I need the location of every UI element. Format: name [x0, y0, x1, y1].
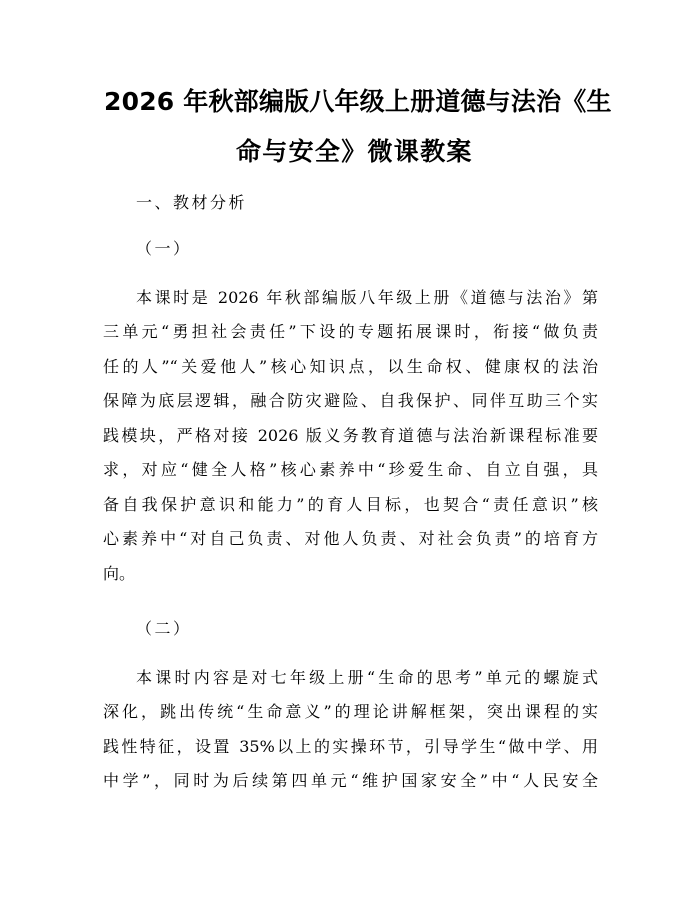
- subsection-heading-2: （二）: [136, 619, 192, 638]
- paragraph-1-line: 任的人”“关爱他人”核心知识点，以生命权、健康权的法治: [103, 357, 598, 376]
- section-heading: 一、教材分析: [136, 193, 248, 212]
- paragraph-1-line: 求，对应“健全人格”核心素养中“珍爱生命、自立自强，具: [103, 460, 598, 479]
- paragraph-1-line: 三单元“勇担社会责任”下设的专题拓展课时，衔接“做负责: [103, 322, 598, 341]
- paragraph-2-line: 中学”，同时为后续第四单元“维护国家安全”中“人民安全: [103, 771, 598, 790]
- paragraph-2-line: 深化，跳出传统“生命意义”的理论讲解框架，突出课程的实: [103, 702, 598, 721]
- paragraph-2-line: 本课时内容是对七年级上册“生命的思考”单元的螺旋式: [136, 668, 598, 687]
- paragraph-1-line: 践模块，严格对接 2026 版义务教育道德与法治新课程标准要: [103, 426, 598, 445]
- subsection-heading-1: （一）: [136, 239, 192, 258]
- document-title-line-2: 命与安全》微课教案: [236, 137, 473, 166]
- paragraph-1-line: 保障为底层逻辑，融合防灾避险、自我保护、同伴互助三个实: [103, 391, 598, 410]
- paragraph-1-line: 本课时是 2026 年秋部编版八年级上册《道德与法治》第: [136, 288, 598, 307]
- paragraph-1-line: 心素养中“对自己负责、对他人负责、对社会负责”的培育方: [103, 529, 598, 548]
- paragraph-1-line: 向。: [103, 564, 136, 583]
- paragraph-1-line: 备自我保护意识和能力”的育人目标，也契合“责任意识”核: [103, 495, 598, 514]
- paragraph-2-line: 践性特征，设置 35%以上的实操环节，引导学生“做中学、用: [103, 737, 598, 756]
- document-title-line-1: 2026 年秋部编版八年级上册道德与法治《生: [104, 87, 612, 116]
